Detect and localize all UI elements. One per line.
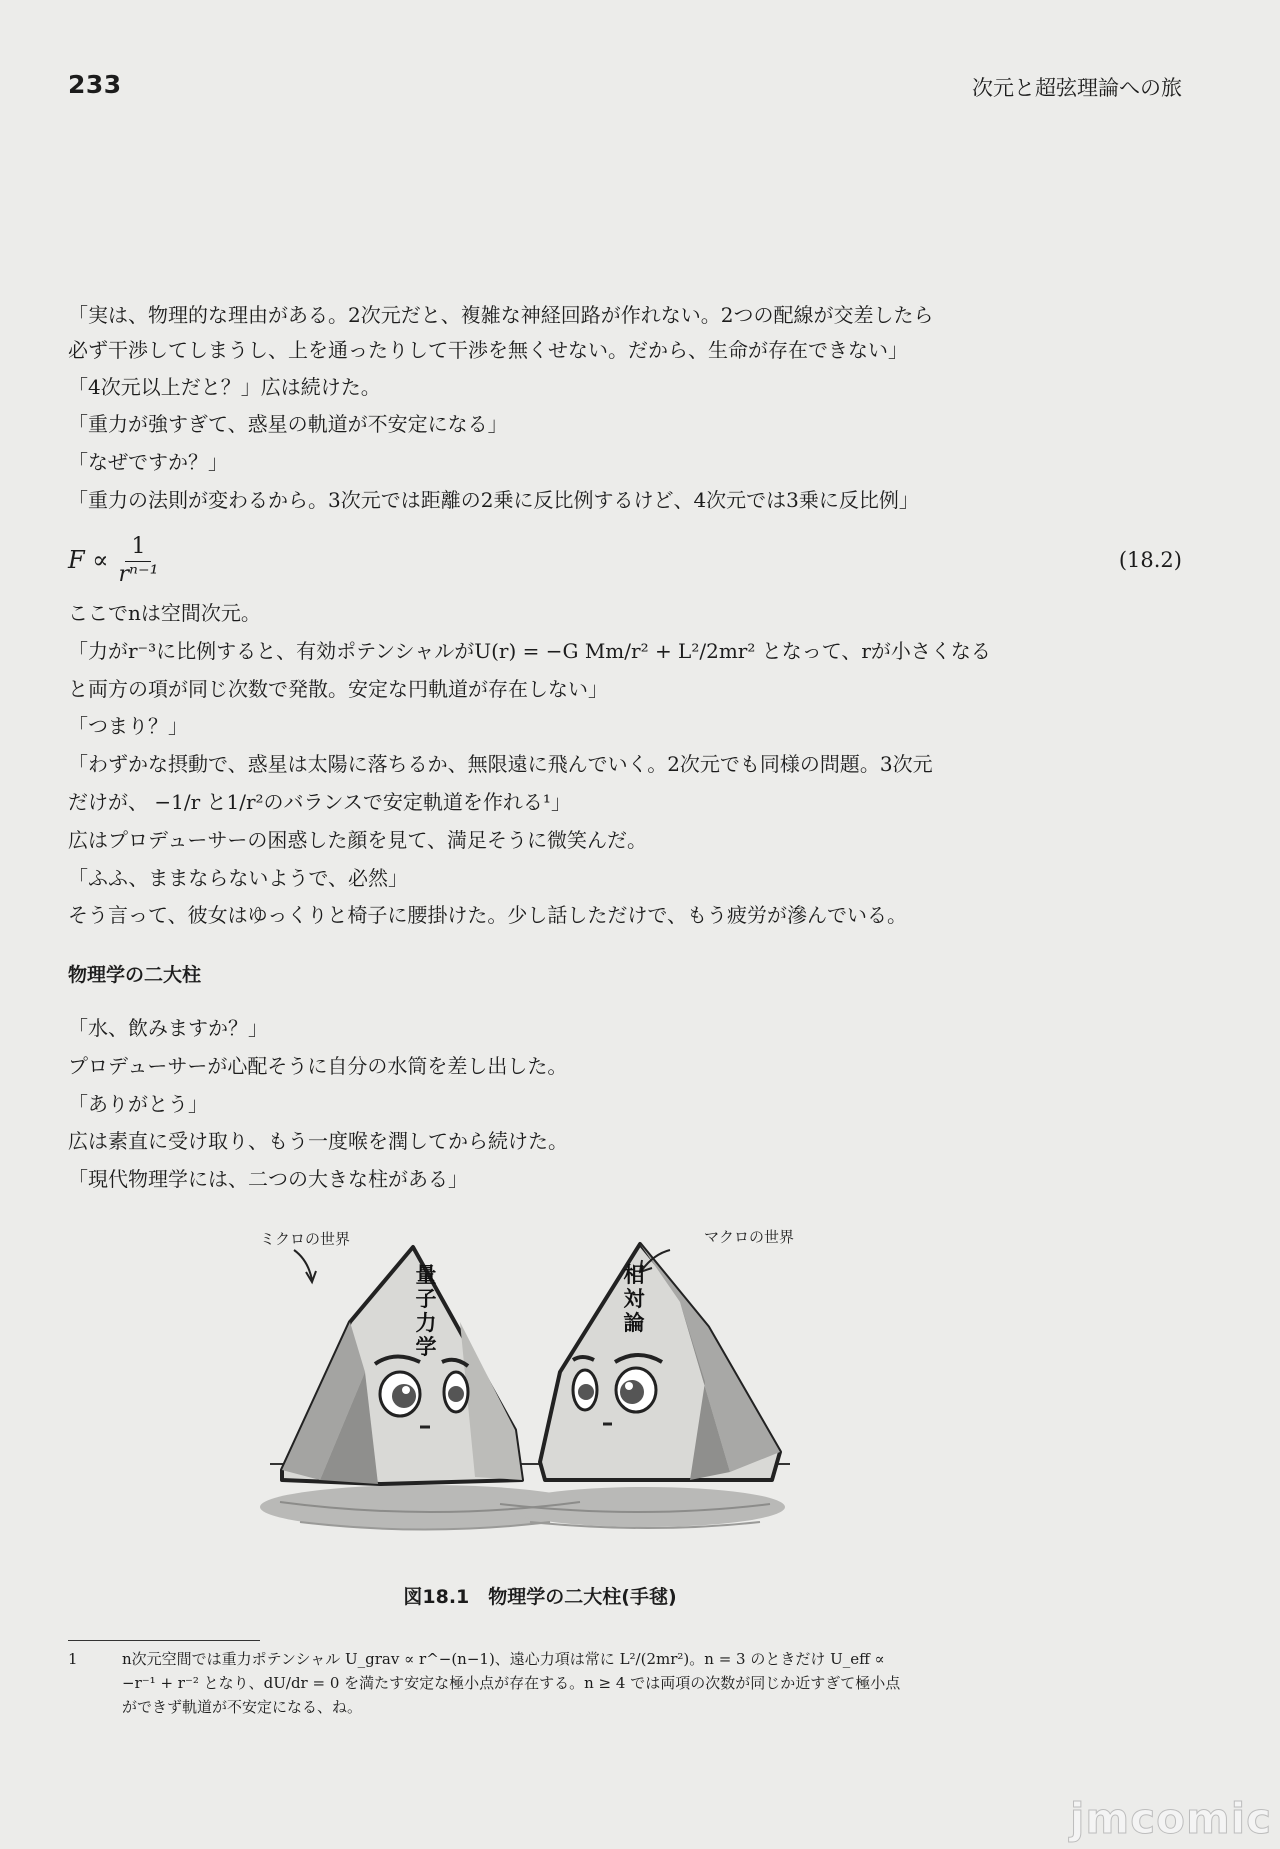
figure-illustration bbox=[260, 1222, 800, 1542]
equation bbox=[68, 530, 158, 590]
text-line: 「実は、物理的な理由がある。2次元だと、複雑な神経回路が作れない。2つの配線が交差したら bbox=[68, 303, 934, 327]
text-line: そう言って、彼女はゆっくりと椅子に腰掛けた。少し話しただけで、もう疲労が滲んでいる。 bbox=[68, 903, 907, 927]
footnote-text: n次元空間では重力ポテンシャル U_grav ∝ r^−(n−1)、遠心力項は常に L²/(2mr²)。n = 3 のときだけ U_eff ∝ −r⁻¹ + r⁻² となり、dU/dr = 0 を満たす安定な極小点が存在する。n ≥ 4 では両項の次数が同じか近すぎて極小点 ができず軌道が不安定になる、ね。 bbox=[122, 1650, 901, 1716]
figure-two-pillars bbox=[260, 1222, 800, 1542]
text-line: だけが、 −1/r と1/r²のバランスで安定軌道を作れる¹」 bbox=[68, 790, 571, 814]
footnote-rule bbox=[68, 1640, 260, 1641]
text-line: 必ず干渉してしまうし、上を通ったりして干渉を無くせない。だから、生命が存在できない」 bbox=[68, 338, 908, 362]
footnote-mark: 1 bbox=[68, 1650, 78, 1668]
left-peak-char: 子 bbox=[415, 1287, 437, 1311]
text-line: 「なぜですか？」 bbox=[68, 450, 228, 474]
running-title: 次元と超弦理論への旅 bbox=[972, 76, 1182, 100]
text-line: 広はプロデューサーの困惑した顔を見て、満足そうに微笑んだ。 bbox=[68, 828, 647, 852]
left-pillar-rock bbox=[282, 1247, 522, 1484]
watermark-logo: jmcomic bbox=[1070, 1794, 1272, 1843]
text-line: プロデューサーが心配そうに自分の水筒を差し出した。 bbox=[68, 1054, 568, 1078]
page-number: 233 bbox=[68, 70, 122, 99]
left-pointer-arrow bbox=[294, 1250, 316, 1282]
left-peak-char: 量 bbox=[415, 1263, 437, 1287]
text-line: 「力がr⁻³に比例すると、有効ポテンシャルがU(r) = −G Mm/r² + L²/2mr² となって、rが小さくなる bbox=[68, 639, 991, 663]
right-peak-char: 対 bbox=[623, 1287, 645, 1311]
left-figure-label: ミクロの世界 bbox=[260, 1230, 351, 1248]
text-line: 「ふふ、ままならないようで、必然」 bbox=[68, 866, 408, 890]
equation-number: (18.2) bbox=[1118, 548, 1182, 572]
text-line: 「水、飲みますか？」 bbox=[68, 1016, 268, 1040]
text-line: 「4次元以上だと？」広は続けた。 bbox=[68, 375, 381, 399]
equation-lhs: F ∝ bbox=[68, 546, 109, 574]
figure-caption: 図18.1 物理学の二大柱(手毬) bbox=[403, 1586, 677, 1608]
text-line: 「ありがとう」 bbox=[68, 1092, 208, 1116]
section-heading: 物理学の二大柱 bbox=[68, 964, 202, 986]
right-figure-label: マクロの世界 bbox=[704, 1228, 795, 1246]
equation-numerator: 1 bbox=[125, 533, 151, 562]
right-peak-char: 相 bbox=[623, 1263, 645, 1287]
text-line: ここでnは空間次元。 bbox=[68, 601, 261, 625]
text-line: 「重力が強すぎて、惑星の軌道が不安定になる」 bbox=[68, 412, 508, 436]
water-reflection bbox=[260, 1485, 785, 1530]
equation-fraction bbox=[119, 533, 159, 588]
text-line: 「わずかな摂動で、惑星は太陽に落ちるか、無限遠に飛んでいく。2次元でも同様の問題。3次元 bbox=[68, 752, 933, 776]
left-peak-char: 力 bbox=[415, 1311, 437, 1335]
left-peak-char: 学 bbox=[415, 1335, 437, 1359]
text-line: 「現代物理学には、二つの大きな柱がある」 bbox=[68, 1167, 468, 1191]
text-line: と両方の項が同じ次数で発散。安定な円軌道が存在しない」 bbox=[68, 677, 608, 701]
equation-denominator: rⁿ⁻¹ bbox=[118, 561, 159, 587]
text-line: 「重力の法則が変わるから。3次元では距離の2乗に反比例するけど、4次元では3乗に反比例」 bbox=[68, 488, 919, 512]
footnote bbox=[68, 1647, 998, 1719]
text-line: 「つまり？」 bbox=[68, 714, 188, 738]
right-peak-char: 論 bbox=[623, 1311, 645, 1335]
text-line: 広は素直に受け取り、もう一度喉を潤してから続けた。 bbox=[68, 1129, 568, 1153]
